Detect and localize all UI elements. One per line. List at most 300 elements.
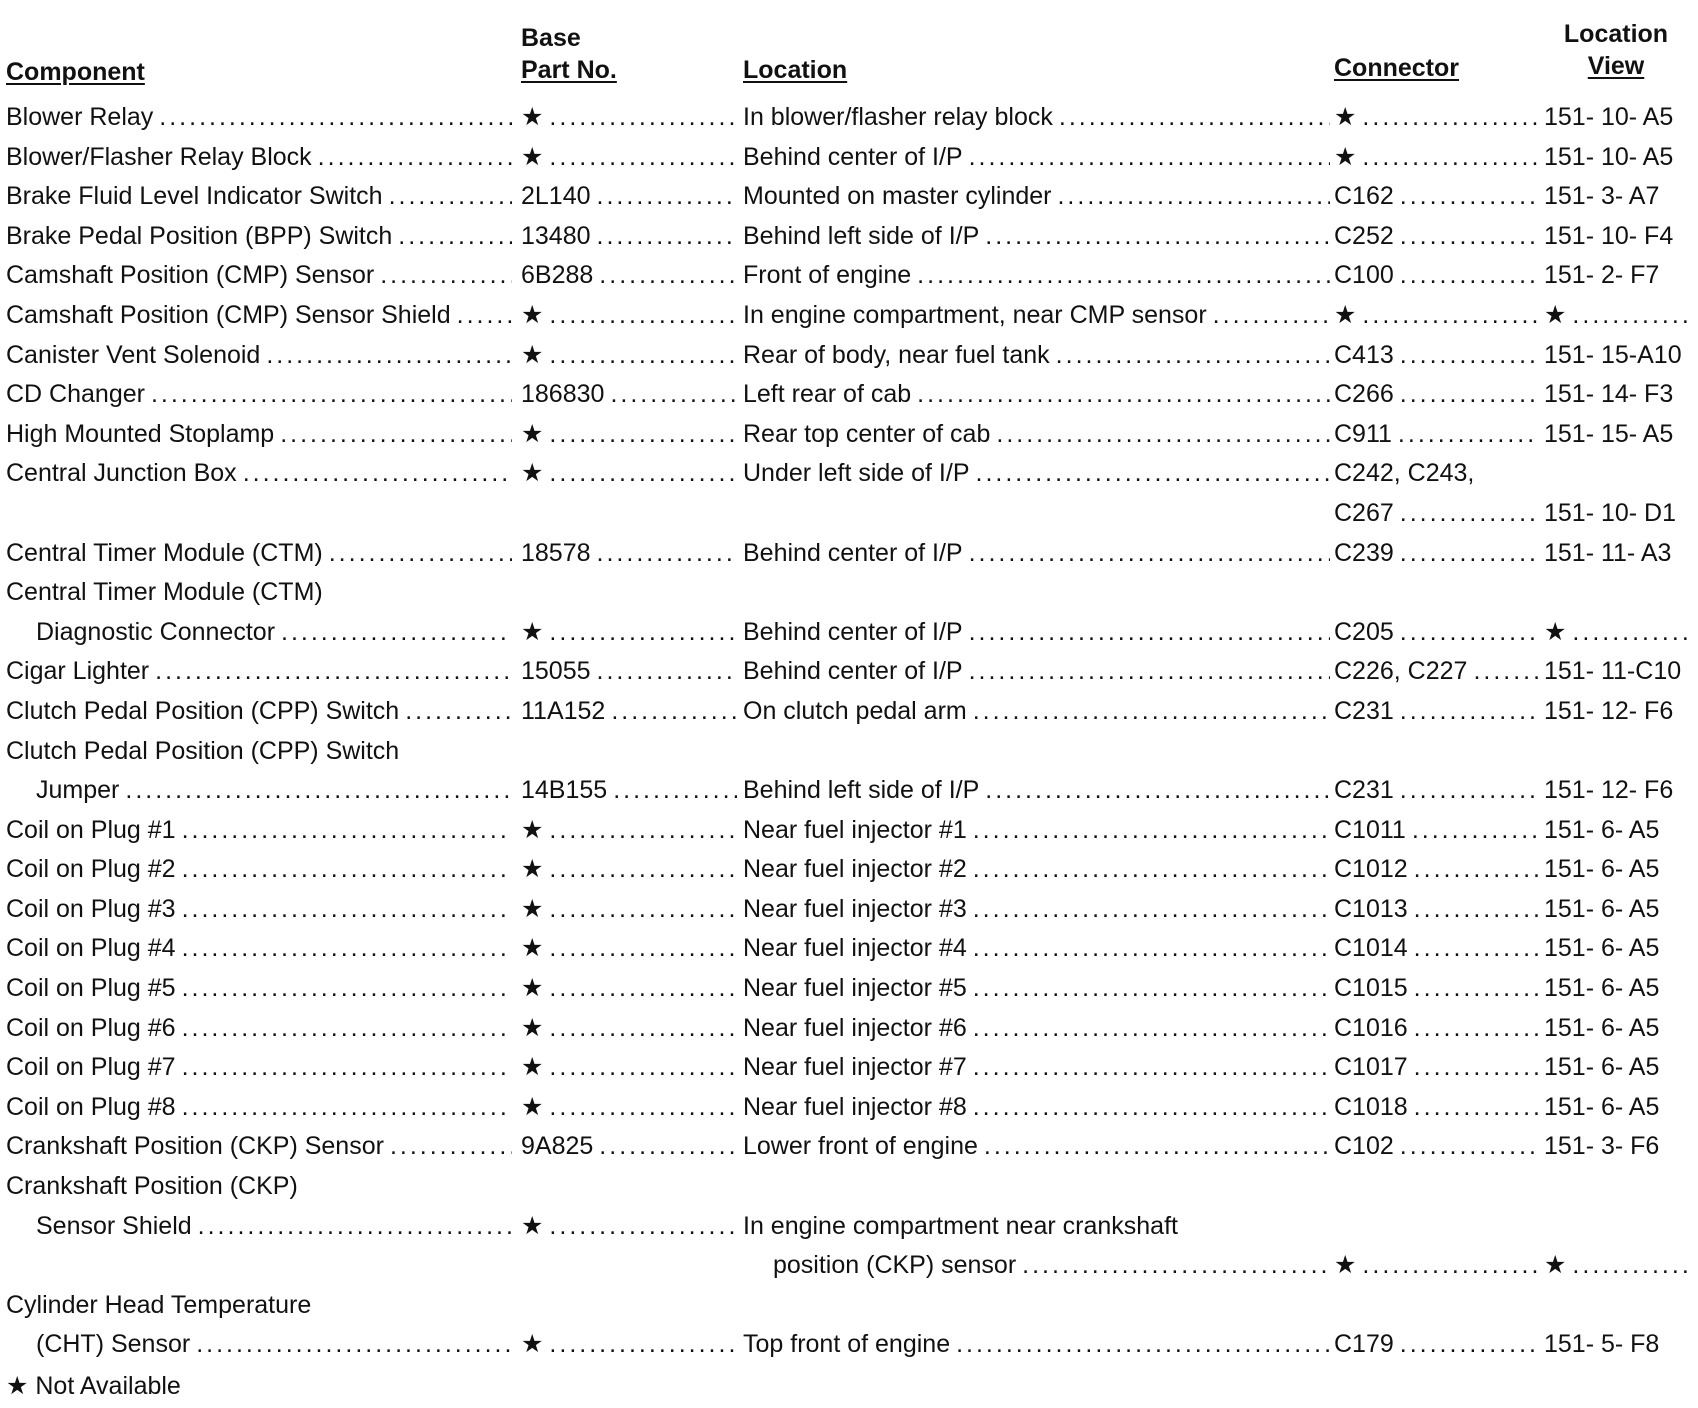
component-cell-text: Clutch Pedal Position (CPP) Switch — [6, 696, 400, 725]
table-row — [0, 1325, 1698, 1365]
dot-leader — [1400, 1325, 1538, 1365]
location-cell-text: Near fuel injector #7 — [743, 1053, 967, 1082]
location-view-cell-text: 151- 15- A5 — [1544, 419, 1674, 448]
dot-leader — [549, 1048, 737, 1088]
location-view-cell-text: 151- 2- F7 — [1544, 261, 1660, 290]
component-cell — [6, 573, 516, 613]
dot-leader — [917, 256, 1330, 296]
location-cell — [743, 534, 1334, 574]
part-number-cell-text: ★ — [521, 855, 544, 884]
part-number-cell-text: 14B155 — [521, 776, 608, 805]
dot-leader — [182, 1048, 512, 1088]
location-cell — [743, 415, 1334, 455]
component-cell-text: Blower/Flasher Relay Block — [6, 142, 312, 171]
location-cell — [743, 217, 1334, 257]
location-view-cell-text: ★ — [1544, 617, 1567, 646]
dot-leader — [182, 890, 512, 930]
part-number-cell — [521, 534, 741, 574]
header-component — [6, 56, 145, 88]
dot-leader — [1414, 850, 1538, 890]
connector-cell — [1334, 969, 1542, 1009]
location-view-cell-text: 151- 14- F3 — [1544, 380, 1674, 409]
location-view-cell-text: 151- 6- A5 — [1544, 815, 1660, 844]
dot-leader — [1414, 1088, 1538, 1128]
dot-leader — [1414, 969, 1538, 1009]
location-cell-text: Behind left side of I/P — [743, 221, 980, 250]
part-number-cell-text: 11A152 — [521, 696, 606, 725]
dot-leader — [389, 177, 512, 217]
dot-leader — [973, 929, 1330, 969]
component-cell-text: Coil on Plug #4 — [6, 934, 176, 963]
location-view-cell — [1544, 138, 1694, 178]
dot-leader — [1572, 613, 1690, 653]
part-number-cell — [521, 652, 741, 692]
dot-leader — [1412, 811, 1538, 851]
part-number-cell — [521, 336, 741, 376]
table-row — [0, 969, 1698, 1009]
location-view-cell — [1544, 771, 1694, 811]
dot-leader — [159, 98, 512, 138]
location-cell — [743, 98, 1334, 138]
dot-leader — [1400, 217, 1538, 257]
location-view-cell-text: 151- 10- F4 — [1544, 221, 1674, 250]
location-view-cell — [1544, 890, 1694, 930]
location-cell-text: Near fuel injector #4 — [743, 934, 967, 963]
dot-leader — [996, 415, 1330, 455]
dot-leader — [182, 850, 512, 890]
dot-leader — [1400, 336, 1538, 376]
connector-cell-text: C911 — [1334, 419, 1392, 448]
table-row — [0, 929, 1698, 969]
location-cell — [743, 1088, 1334, 1128]
part-number-cell-text: ★ — [521, 103, 544, 131]
part-number-cell-text: ★ — [521, 815, 544, 844]
part-number-cell-text: ★ — [521, 1013, 544, 1042]
connector-cell-text: C231 — [1334, 696, 1394, 725]
table-row — [0, 1207, 1698, 1247]
location-view-cell — [1544, 1325, 1694, 1365]
dot-leader — [1572, 1246, 1690, 1286]
connector-cell — [1334, 1325, 1542, 1365]
part-number-cell-text: ★ — [521, 1211, 544, 1240]
location-cell — [743, 454, 1334, 494]
location-cell — [743, 969, 1334, 1009]
dot-leader — [549, 969, 737, 1009]
dot-leader — [973, 850, 1330, 890]
connector-cell — [1334, 296, 1542, 336]
dot-leader — [281, 613, 512, 653]
part-number-cell — [521, 1088, 741, 1128]
component-cell — [6, 256, 516, 296]
location-cell — [743, 138, 1334, 178]
part-number-cell — [521, 1325, 741, 1365]
dot-leader — [985, 217, 1330, 257]
location-cell — [743, 336, 1334, 376]
dot-leader — [549, 1009, 737, 1049]
location-cell-text: On clutch pedal arm — [743, 696, 967, 725]
part-number-cell — [521, 138, 741, 178]
part-number-cell-text: ★ — [521, 1330, 544, 1359]
dot-leader — [973, 811, 1330, 851]
part-number-cell — [521, 454, 741, 494]
location-view-cell — [1544, 652, 1694, 692]
dot-leader — [380, 256, 512, 296]
connector-cell-text: C1015 — [1334, 974, 1408, 1003]
component-cell-text: Central Junction Box — [6, 459, 237, 488]
location-view-cell-text: 151- 11-C10 — [1544, 657, 1682, 686]
dot-leader — [266, 336, 512, 376]
dot-leader — [1398, 415, 1538, 455]
header-base-part-no — [521, 22, 617, 86]
dot-leader — [1400, 1127, 1538, 1167]
location-cell — [743, 1127, 1334, 1167]
location-view-cell-text: 151- 12- F6 — [1544, 776, 1674, 805]
component-cell-text: Diagnostic Connector — [36, 617, 276, 646]
connector-cell — [1334, 138, 1542, 178]
component-cell-text: Cylinder Head Temperature — [6, 1290, 312, 1319]
dot-leader — [549, 1207, 737, 1247]
connector-cell — [1334, 415, 1542, 455]
table-row — [0, 256, 1698, 296]
dot-leader — [549, 890, 737, 930]
connector-cell — [1334, 1009, 1542, 1049]
dot-leader — [969, 652, 1330, 692]
header-connector — [1334, 52, 1459, 84]
table-row — [0, 336, 1698, 376]
dot-leader — [549, 98, 737, 138]
table-row — [0, 534, 1698, 574]
dot-leader — [151, 375, 512, 415]
component-cell-text: Coil on Plug #6 — [6, 1013, 176, 1042]
dot-leader — [613, 771, 737, 811]
dot-leader — [1059, 98, 1330, 138]
part-number-cell — [521, 217, 741, 257]
component-cell — [6, 454, 516, 494]
dot-leader — [973, 1048, 1330, 1088]
component-cell-text: Central Timer Module (CTM) — [6, 538, 323, 567]
dot-leader — [610, 375, 737, 415]
component-cell-text: Crankshaft Position (CKP) — [6, 1172, 298, 1201]
header-location-view-bottom: View — [1587, 52, 1645, 80]
dot-leader — [182, 969, 512, 1009]
component-table — [0, 98, 1698, 1365]
dot-leader — [1473, 652, 1538, 692]
location-cell — [743, 850, 1334, 890]
dot-leader — [1400, 692, 1538, 732]
location-cell-text: Behind center of I/P — [743, 657, 963, 686]
part-number-cell-text: 13480 — [521, 221, 591, 250]
component-cell-text: Coil on Plug #1 — [6, 815, 176, 844]
dot-leader — [917, 375, 1330, 415]
component-cell-text: Canister Vent Solenoid — [6, 340, 261, 369]
dot-leader — [599, 256, 737, 296]
connector-cell-text: ★ — [1334, 142, 1357, 171]
connector-cell — [1334, 1088, 1542, 1128]
location-cell-text: Near fuel injector #5 — [743, 974, 967, 1003]
dot-leader — [973, 1009, 1330, 1049]
component-cell — [6, 1286, 516, 1326]
connector-cell-text: C1018 — [1334, 1092, 1408, 1121]
component-cell-text: Coil on Plug #2 — [6, 855, 176, 884]
part-number-cell — [521, 771, 741, 811]
table-row — [0, 652, 1698, 692]
component-cell-text: Sensor Shield — [36, 1211, 192, 1240]
part-number-cell — [521, 375, 741, 415]
table-row — [0, 138, 1698, 178]
component-cell — [6, 415, 516, 455]
part-number-cell — [521, 1009, 741, 1049]
part-number-cell-text: ★ — [521, 459, 544, 488]
part-number-cell — [521, 1048, 741, 1088]
dot-leader — [182, 1088, 512, 1128]
dot-leader — [549, 415, 737, 455]
component-cell-text: Central Timer Module (CTM) — [6, 578, 323, 607]
dot-leader — [549, 613, 737, 653]
table-row — [0, 375, 1698, 415]
dot-leader — [549, 811, 737, 851]
component-cell — [6, 890, 516, 930]
dot-leader — [597, 177, 737, 217]
connector-cell-text: C1012 — [1334, 855, 1408, 884]
connector-cell — [1334, 1246, 1542, 1286]
connector-cell — [1334, 494, 1542, 534]
dot-leader — [405, 692, 512, 732]
component-cell — [36, 1325, 516, 1365]
component-cell — [6, 732, 516, 772]
connector-cell-text: C226, C227 — [1334, 657, 1468, 686]
component-cell — [6, 811, 516, 851]
component-cell-text: Cigar Lighter — [6, 657, 150, 686]
dot-leader — [969, 138, 1330, 178]
part-number-cell — [521, 850, 741, 890]
connector-cell-text: C179 — [1334, 1330, 1394, 1359]
location-view-cell — [1544, 296, 1694, 336]
location-view-cell — [1544, 415, 1694, 455]
dot-leader — [155, 652, 512, 692]
part-number-cell-text: ★ — [521, 894, 544, 923]
part-number-cell-text: 18578 — [521, 538, 591, 567]
connector-cell-text: C242, C243, — [1334, 459, 1475, 488]
component-cell — [36, 771, 516, 811]
header-location-label: Location — [743, 56, 848, 84]
location-cell — [743, 613, 1334, 653]
dot-leader — [1400, 771, 1538, 811]
connector-cell-text: ★ — [1334, 1251, 1357, 1280]
location-view-cell-text: 151- 6- A5 — [1544, 974, 1660, 1003]
table-row — [0, 494, 1698, 534]
part-number-cell — [521, 415, 741, 455]
component-cell-text: (CHT) Sensor — [36, 1330, 191, 1359]
part-number-cell — [521, 256, 741, 296]
location-cell-text: Mounted on master cylinder — [743, 182, 1052, 211]
connector-cell-text: C1016 — [1334, 1013, 1408, 1042]
location-cell — [743, 177, 1334, 217]
location-view-cell-text: 151- 6- A5 — [1544, 1013, 1660, 1042]
connector-cell — [1334, 98, 1542, 138]
location-cell-text: Rear of body, near fuel tank — [743, 340, 1050, 369]
dot-leader — [1400, 177, 1538, 217]
dot-leader — [182, 929, 512, 969]
dot-leader — [1362, 1246, 1538, 1286]
location-cell-text: Near fuel injector #6 — [743, 1013, 967, 1042]
dot-leader — [973, 969, 1330, 1009]
location-view-cell — [1544, 217, 1694, 257]
component-cell — [6, 138, 516, 178]
component-cell-text: Brake Fluid Level Indicator Switch — [6, 182, 383, 211]
dot-leader — [985, 771, 1330, 811]
part-number-cell — [521, 613, 741, 653]
location-view-cell-text: 151- 15-A10 — [1544, 340, 1682, 369]
location-view-cell-text: 151- 6- A5 — [1544, 1053, 1660, 1082]
part-number-cell-text: ★ — [521, 934, 544, 963]
table-row — [0, 1127, 1698, 1167]
table-row — [0, 1088, 1698, 1128]
component-cell — [6, 98, 516, 138]
location-view-cell-text: 151- 5- F8 — [1544, 1330, 1660, 1359]
component-cell — [6, 177, 516, 217]
part-number-cell — [521, 692, 741, 732]
part-number-cell — [521, 177, 741, 217]
location-view-cell — [1544, 929, 1694, 969]
location-cell-text: In engine compartment near crankshaft — [743, 1211, 1178, 1240]
component-cell — [6, 1088, 516, 1128]
location-view-cell-text: 151- 10- A5 — [1544, 103, 1674, 131]
header-base-part-top: Base — [521, 24, 581, 52]
part-number-cell — [521, 811, 741, 851]
dot-leader — [976, 454, 1330, 494]
connector-cell — [1334, 217, 1542, 257]
component-cell — [6, 1167, 516, 1207]
dot-leader — [243, 454, 512, 494]
dot-leader — [1057, 177, 1330, 217]
dot-leader — [182, 1009, 512, 1049]
header-base-part-bottom: Part No. — [521, 56, 617, 84]
part-number-cell-text: 15055 — [521, 657, 591, 686]
dot-leader — [973, 692, 1330, 732]
connector-cell-text: C413 — [1334, 340, 1394, 369]
component-cell — [6, 375, 516, 415]
dot-leader — [318, 138, 512, 178]
part-number-cell — [521, 98, 741, 138]
header-connector-label: Connector — [1334, 54, 1459, 82]
location-cell-text: Behind center of I/P — [743, 538, 963, 567]
part-number-cell-text: ★ — [521, 300, 544, 329]
location-cell-text: Near fuel injector #1 — [743, 815, 967, 844]
component-cell-text: Coil on Plug #8 — [6, 1092, 176, 1121]
connector-cell — [1334, 811, 1542, 851]
dot-leader — [969, 613, 1330, 653]
dot-leader — [611, 692, 737, 732]
table-row — [0, 613, 1698, 653]
component-cell — [6, 692, 516, 732]
connector-cell-text: C231 — [1334, 776, 1394, 805]
location-cell-text: Behind center of I/P — [743, 142, 963, 171]
table-row — [0, 890, 1698, 930]
header-component-label: Component — [6, 58, 145, 86]
location-view-cell — [1544, 177, 1694, 217]
table-row — [0, 98, 1698, 138]
component-cell-text: Coil on Plug #3 — [6, 894, 176, 923]
dot-leader — [1414, 890, 1538, 930]
component-cell — [6, 929, 516, 969]
dot-leader — [457, 296, 512, 336]
location-cell-text: Rear top center of cab — [743, 419, 991, 448]
dot-leader — [973, 890, 1330, 930]
component-cell — [6, 1048, 516, 1088]
connector-cell-text: C239 — [1334, 538, 1394, 567]
table-row — [0, 732, 1698, 772]
dot-leader — [1022, 1246, 1330, 1286]
location-view-cell-text: 151- 6- A5 — [1544, 855, 1660, 884]
location-cell — [743, 692, 1334, 732]
component-cell — [36, 1207, 516, 1247]
dot-leader — [1414, 1009, 1538, 1049]
component-cell-text: Blower Relay — [6, 103, 154, 131]
footnote: ★ Not Available — [6, 1372, 181, 1400]
component-cell — [36, 613, 516, 653]
component-cell — [6, 652, 516, 692]
component-cell-text: Camshaft Position (CMP) Sensor — [6, 261, 375, 290]
connector-cell-text: C1017 — [1334, 1053, 1408, 1082]
connector-cell — [1334, 929, 1542, 969]
component-cell — [6, 534, 516, 574]
table-row — [0, 850, 1698, 890]
location-view-cell — [1544, 811, 1694, 851]
connector-cell — [1334, 652, 1542, 692]
dot-leader — [1400, 375, 1538, 415]
location-view-cell-text: 151- 6- A5 — [1544, 1092, 1660, 1121]
dot-leader — [549, 1325, 737, 1365]
dot-leader — [390, 1127, 512, 1167]
table-row — [0, 177, 1698, 217]
dot-leader — [1362, 98, 1538, 138]
component-cell — [6, 1127, 516, 1167]
location-view-cell-text: ★ — [1544, 1251, 1567, 1280]
location-cell-text: Behind left side of I/P — [743, 776, 980, 805]
part-number-cell-text: ★ — [521, 340, 544, 369]
location-view-cell — [1544, 1127, 1694, 1167]
dot-leader — [549, 929, 737, 969]
dot-leader — [969, 534, 1330, 574]
dot-leader — [329, 534, 512, 574]
dot-leader — [984, 1127, 1330, 1167]
part-number-cell-text: ★ — [521, 1053, 544, 1082]
dot-leader — [1056, 336, 1330, 376]
location-view-cell — [1544, 1088, 1694, 1128]
dot-leader — [1400, 494, 1538, 534]
dot-leader — [198, 1207, 512, 1247]
component-cell-text: Coil on Plug #7 — [6, 1053, 176, 1082]
part-number-cell-text: 186830 — [521, 380, 605, 409]
part-number-cell — [521, 969, 741, 1009]
location-cell — [743, 1325, 1334, 1365]
connector-cell — [1334, 613, 1542, 653]
location-view-cell-text: ★ — [1544, 300, 1567, 329]
dot-leader — [1362, 138, 1538, 178]
location-cell-text: position (CKP) sensor — [773, 1251, 1017, 1280]
part-number-cell — [521, 1127, 741, 1167]
component-cell — [6, 336, 516, 376]
location-view-cell-text: 151- 12- F6 — [1544, 696, 1674, 725]
connector-cell — [1334, 454, 1542, 494]
part-number-cell — [521, 296, 741, 336]
dot-leader — [549, 1088, 737, 1128]
dot-leader — [196, 1325, 512, 1365]
table-row — [0, 217, 1698, 257]
location-cell — [743, 256, 1334, 296]
location-cell-text: Near fuel injector #8 — [743, 1092, 967, 1121]
part-number-cell-text: 6B288 — [521, 261, 594, 290]
